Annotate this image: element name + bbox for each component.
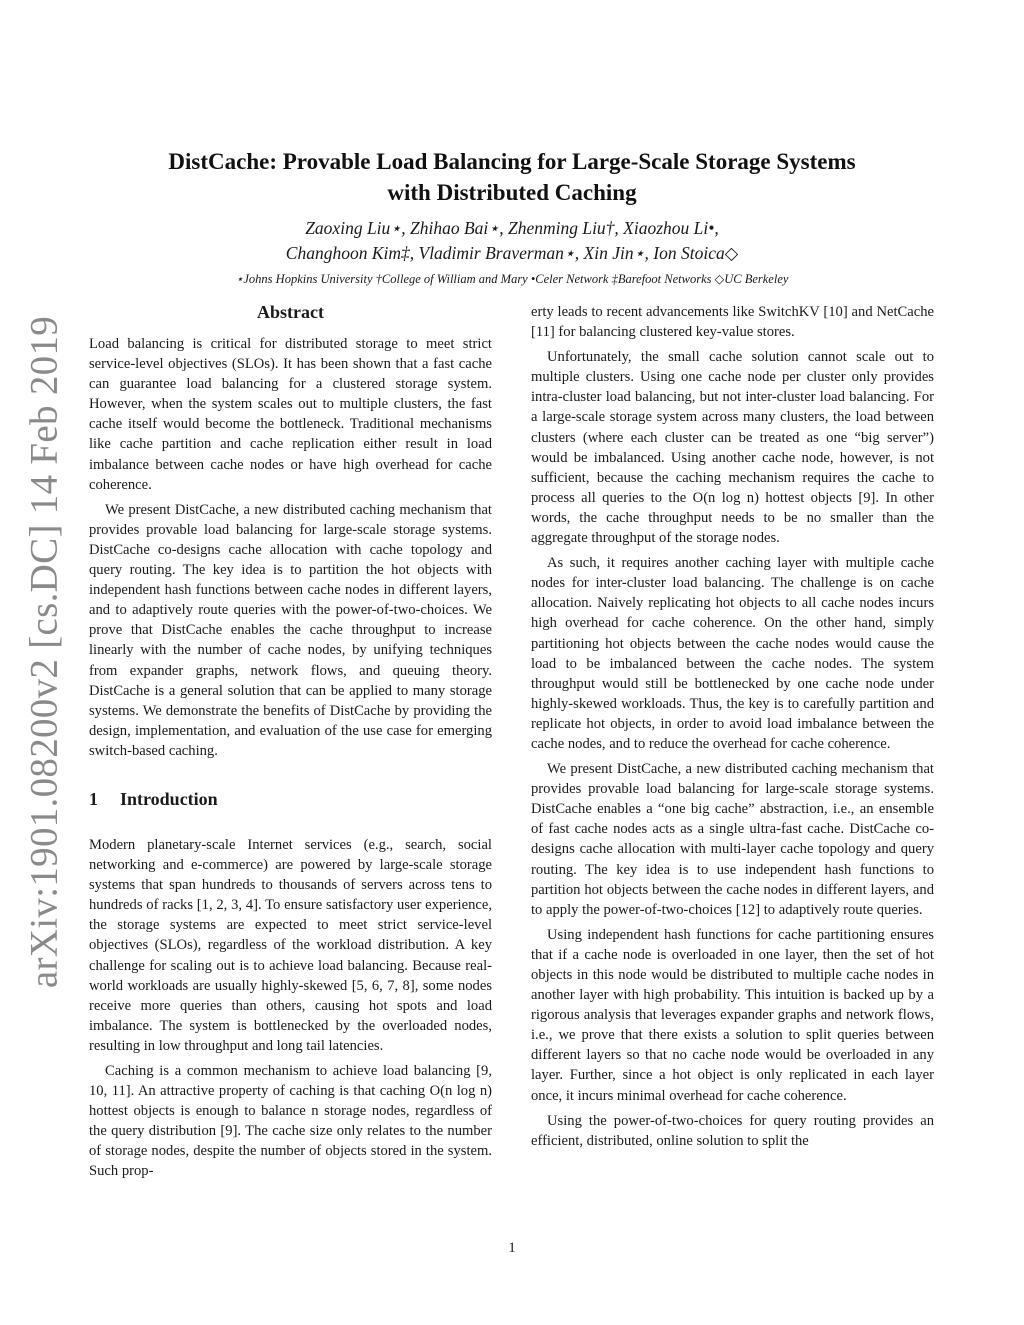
abstract-heading: Abstract — [257, 302, 324, 322]
section-heading-introduction — [89, 787, 492, 811]
intro-paragraph-2: Caching is a common mechanism to achieve load balancing [9, 10, 11]. An attractive property of caching is that caching O(n log n) hottest objects is enough to balance n storage nodes, regardless of the query distribution [9]. The cache size only relates to the number of storage nodes, despite the number of objects stored in the system. Such prop- — [89, 1063, 492, 1180]
author-list — [100, 216, 924, 266]
paper-title — [100, 146, 924, 208]
author-line-2: Changhoon Kim‡, Vladimir Braverman⋆, Xin Jin⋆, Ion Stoica◇ — [285, 243, 739, 263]
intro-paragraph-7: Using the power-of-two-choices for query routing provides an efficient, distributed, online solution to split the — [531, 1112, 934, 1149]
affiliation-line: ⋆Johns Hopkins University †College of William and Mary •Celer Network ‡Barefoot Networks ◇UC Berkeley — [235, 272, 789, 286]
intro-paragraph-5: We present DistCache, a new distributed caching mechanism that provides provable load balancing for large-scale storage systems. DistCache enables a “one big cache” abstraction, i.e., an ensemble of fast cache nodes acts as a single ultra-fast cache. DistCache co-designs cache allocation with multi-layer cache topology and query routing. The key idea is to use independent hash functions to partition hot objects between the cache nodes in different layers, and to apply the power-of-two-choices [12] to adaptively route queries. — [531, 761, 934, 918]
intro-paragraph-3: Unfortunately, the small cache solution cannot scale out to multiple clusters. Using one cache node per cluster only provides intra-cluster load balancing, but not inter-cluster load balancing. For a large-scale storage system across many clusters, the load between clusters (where each cluster can be treated as one “big server”) would be imbalanced. Using another cache node, however, is not sufficient, because the caching mechanism requires the cache to process all queries to the O(n log n) hottest objects [9]. In other words, the cache throughput needs to be no smaller than the aggregate throughput of the storage nodes. — [531, 349, 934, 547]
intro-paragraph-4: As such, it requires another caching layer with multiple cache nodes for inter-cluster load balancing. The challenge is on cache allocation. Naively replicating hot objects to all cache nodes incurs high overhead for cache coherence. On the other hand, simply partitioning hot objects between the cache nodes would cause the load to be imbalanced between the cache nodes. The system throughput would still be bottlenecked by one cache node under highly-skewed workloads. Thus, the key is to carefully partition and replicate hot objects, in order to avoid load imbalance between the cache nodes, and to reduce the overhead for cache coherence. — [531, 555, 934, 752]
right-column — [531, 302, 934, 1156]
section-title: Introduction — [120, 788, 218, 809]
page-number: 1 — [508, 1240, 516, 1256]
intro-paragraph-continued: erty leads to recent advancements like SwitchKV [10] and NetCache [11] for balancing clustered key-value stores. — [531, 304, 934, 341]
paper-title-line-1: DistCache: Provable Load Balancing for Large-Scale Storage Systems — [168, 149, 856, 174]
section-number: 1 — [89, 788, 98, 809]
arxiv-identifier-stamp: arXiv:1901.08200v2 [cs.DC] 14 Feb 2019 — [22, 315, 66, 989]
author-line-1: Zaoxing Liu⋆, Zhihao Bai⋆, Zhenming Liu†, Xiaozhou Li•, — [305, 218, 719, 238]
abstract-paragraph-2: We present DistCache, a new distributed caching mechanism that provides provable load balancing for large-scale storage systems. DistCache co-designs cache allocation with cache topology and query routing. The key idea is to partition the hot objects with independent hash functions between cache nodes in different layers, and to adaptively route queries with the power-of-two-choices. We prove that DistCache enables the cache throughput to increase linearly with the number of cache nodes, by unifying techniques from expander graphs, network flows, and queuing theory. DistCache is a general solution that can be applied to many storage systems. We demonstrate the benefits of DistCache by providing the design, implementation, and evaluation of the use case for emerging switch-based caching. — [89, 501, 492, 759]
abstract-paragraph-1: Load balancing is critical for distributed storage to meet strict service-level objectives (SLOs). It has been shown that a fast cache can guarantee load balancing for a clustered storage system. However, when the system scales out to multiple clusters, the fast cache itself would become the bottleneck. Traditional mechanisms like cache partition and cache replication either result in load imbalance between cache nodes or have high overhead for cache coherence. — [89, 336, 492, 493]
intro-paragraph-6: Using independent hash functions for cache partitioning ensures that if a cache node is overloaded in one layer, then the set of hot objects in this node would be distributed to multiple cache nodes in another layer with high probability. This intuition is backed up by a rigorous analysis that leverages expander graphs and network flows, i.e., we prove that there exists a solution to split queries between different layers so that no cache node would be overloaded in any layer. Further, since a hot object is only replicated in each layer once, it incurs minimal overhead for cache coherence. — [531, 926, 934, 1104]
paper-title-line-2: with Distributed Caching — [387, 180, 637, 205]
intro-paragraph-1: Modern planetary-scale Internet services (e.g., search, social networking and e-commerce) are powered by large-scale storage systems that span hundreds to thousands of servers across tens to hundreds of racks [1, 2, 3, 4]. To ensure satisfactory user experience, the storage systems are expected to meet strict service-level objectives (SLOs), regardless of the workload distribution. A key challenge for scaling out is to achieve load balancing. Because real-world workloads are usually highly-skewed [5, 6, 7, 8], some nodes receive more queries than others, causing hot spots and load imbalance. The system is bottlenecked by the overloaded nodes, resulting in low throughput and long tail latencies. — [89, 836, 492, 1054]
left-column — [89, 298, 492, 1187]
